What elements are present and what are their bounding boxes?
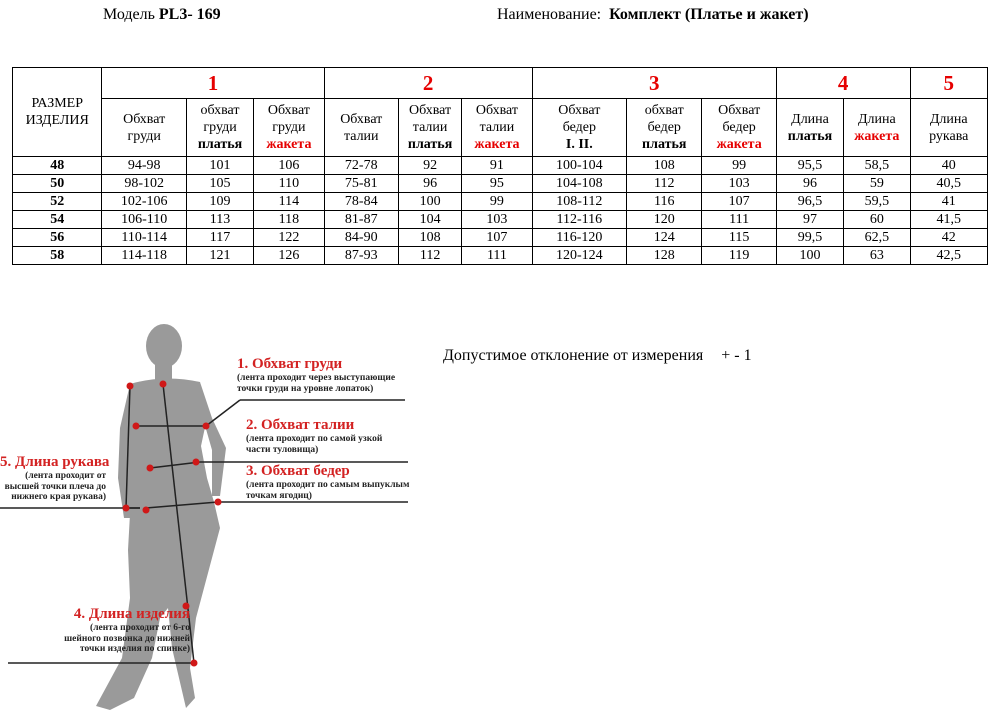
value-cell: 42	[910, 229, 988, 247]
value-cell: 99	[702, 157, 776, 175]
tolerance-value: + - 1	[721, 347, 752, 364]
value-cell: 75-81	[324, 175, 398, 193]
value-cell: 104-108	[532, 175, 626, 193]
value-cell: 62,5	[844, 229, 910, 247]
value-cell: 112	[627, 175, 702, 193]
value-cell: 72-78	[324, 157, 398, 175]
value-cell: 106	[254, 157, 324, 175]
torso-shape	[96, 378, 220, 710]
size-cell: 54	[13, 211, 102, 229]
value-cell: 110-114	[102, 229, 186, 247]
size-cell: 48	[13, 157, 102, 175]
value-cell: 107	[702, 193, 776, 211]
value-cell: 104	[398, 211, 461, 229]
value-cell: 108	[627, 157, 702, 175]
measurement-figure	[0, 318, 440, 717]
table-row	[13, 247, 988, 265]
column-header: Длина жакета	[844, 99, 910, 157]
table-row	[13, 193, 988, 211]
value-cell: 100-104	[532, 157, 626, 175]
value-cell: 111	[702, 211, 776, 229]
group-header-3: 3	[532, 68, 776, 99]
value-cell: 108-112	[532, 193, 626, 211]
group-header-5: 5	[910, 68, 988, 99]
value-cell: 120	[627, 211, 702, 229]
label-hips: 3. Обхват бедер (лента проходит по самым выпуклым точкам ягодиц)	[246, 463, 410, 501]
value-cell: 100	[776, 247, 843, 265]
value-cell: 101	[186, 157, 253, 175]
value-cell: 105	[186, 175, 253, 193]
head-shape	[146, 324, 182, 368]
value-cell: 119	[702, 247, 776, 265]
value-cell: 81-87	[324, 211, 398, 229]
column-header: Обхват талии платья	[398, 99, 461, 157]
value-cell: 63	[844, 247, 910, 265]
value-cell: 87-93	[324, 247, 398, 265]
value-cell: 107	[462, 229, 532, 247]
value-cell: 99	[462, 193, 532, 211]
value-cell: 118	[254, 211, 324, 229]
value-cell: 116-120	[532, 229, 626, 247]
value-cell: 112	[398, 247, 461, 265]
column-header: Длина платья	[776, 99, 843, 157]
value-cell: 115	[702, 229, 776, 247]
value-cell: 41,5	[910, 211, 988, 229]
column-header: Обхват груди жакета	[254, 99, 324, 157]
value-cell: 95	[462, 175, 532, 193]
group-header-2: 2	[324, 68, 532, 99]
value-cell: 103	[702, 175, 776, 193]
label-length: 4. Длина изделия (лента проходит от 6-го шейного позвонка до нижней точки изделия по спинке)	[64, 606, 190, 654]
value-cell: 102-106	[102, 193, 186, 211]
value-cell: 95,5	[776, 157, 843, 175]
value-cell: 124	[627, 229, 702, 247]
table-row	[13, 229, 988, 247]
value-cell: 113	[186, 211, 253, 229]
value-cell: 114-118	[102, 247, 186, 265]
value-cell: 110	[254, 175, 324, 193]
group-header-4: 4	[776, 68, 910, 99]
value-cell: 109	[186, 193, 253, 211]
value-cell: 84-90	[324, 229, 398, 247]
tolerance-text: Допустимое отклонение от измерения	[443, 347, 704, 364]
value-cell: 111	[462, 247, 532, 265]
column-header: обхват груди платья	[186, 99, 253, 157]
product-name-line	[497, 6, 809, 24]
size-chart-table	[12, 67, 988, 265]
model-label: Модель	[103, 6, 155, 23]
value-cell: 116	[627, 193, 702, 211]
subheader-row	[13, 99, 988, 157]
table-row	[13, 157, 988, 175]
value-cell: 117	[186, 229, 253, 247]
value-cell: 92	[398, 157, 461, 175]
size-rows	[13, 157, 988, 265]
value-cell: 40,5	[910, 175, 988, 193]
label-chest: 1. Обхват груди (лента проходит через выступающие точки груди на уровне лопаток)	[237, 356, 396, 394]
column-header: Обхват талии	[324, 99, 398, 157]
value-cell: 108	[398, 229, 461, 247]
model-line	[103, 6, 221, 24]
value-cell: 41	[910, 193, 988, 211]
label-waist: 2. Обхват талии (лента проходит по самой узкой части туловища)	[246, 417, 383, 455]
column-header: Длина рукава	[910, 99, 988, 157]
column-header: Обхват бедер жакета	[702, 99, 776, 157]
size-cell: 50	[13, 175, 102, 193]
group-header-1: 1	[102, 68, 324, 99]
column-header: Обхват бедер I. II.	[532, 99, 626, 157]
value-cell: 114	[254, 193, 324, 211]
value-cell: 94-98	[102, 157, 186, 175]
group-header-row	[13, 68, 988, 99]
name-value: Комплект (Платье и жакет)	[609, 6, 809, 23]
value-cell: 40	[910, 157, 988, 175]
label-sleeve: 5. Длина рукава (лента проходит от высшей точки плеча до нижнего края рукава)	[0, 454, 110, 502]
value-cell: 128	[627, 247, 702, 265]
value-cell: 97	[776, 211, 843, 229]
size-cell: 52	[13, 193, 102, 211]
value-cell: 42,5	[910, 247, 988, 265]
size-cell: 58	[13, 247, 102, 265]
value-cell: 106-110	[102, 211, 186, 229]
value-cell: 100	[398, 193, 461, 211]
value-cell: 121	[186, 247, 253, 265]
tolerance-note	[443, 347, 752, 365]
column-header: Обхват груди	[102, 99, 186, 157]
value-cell: 91	[462, 157, 532, 175]
value-cell: 78-84	[324, 193, 398, 211]
value-cell: 59,5	[844, 193, 910, 211]
value-cell: 103	[462, 211, 532, 229]
value-cell: 96,5	[776, 193, 843, 211]
size-corner-header: РАЗМЕР ИЗДЕЛИЯ	[13, 68, 102, 157]
name-label: Наименование:	[497, 6, 602, 23]
value-cell: 120-124	[532, 247, 626, 265]
value-cell: 60	[844, 211, 910, 229]
value-cell: 112-116	[532, 211, 626, 229]
value-cell: 122	[254, 229, 324, 247]
model-value: PL3- 169	[158, 6, 221, 23]
value-cell: 96	[776, 175, 843, 193]
column-header: Обхват талии жакета	[462, 99, 532, 157]
value-cell: 126	[254, 247, 324, 265]
table-row	[13, 175, 988, 193]
column-header: обхват бедер платья	[627, 99, 702, 157]
value-cell: 96	[398, 175, 461, 193]
size-cell: 56	[13, 229, 102, 247]
table-row	[13, 211, 988, 229]
value-cell: 99,5	[776, 229, 843, 247]
value-cell: 59	[844, 175, 910, 193]
value-cell: 98-102	[102, 175, 186, 193]
value-cell: 58,5	[844, 157, 910, 175]
